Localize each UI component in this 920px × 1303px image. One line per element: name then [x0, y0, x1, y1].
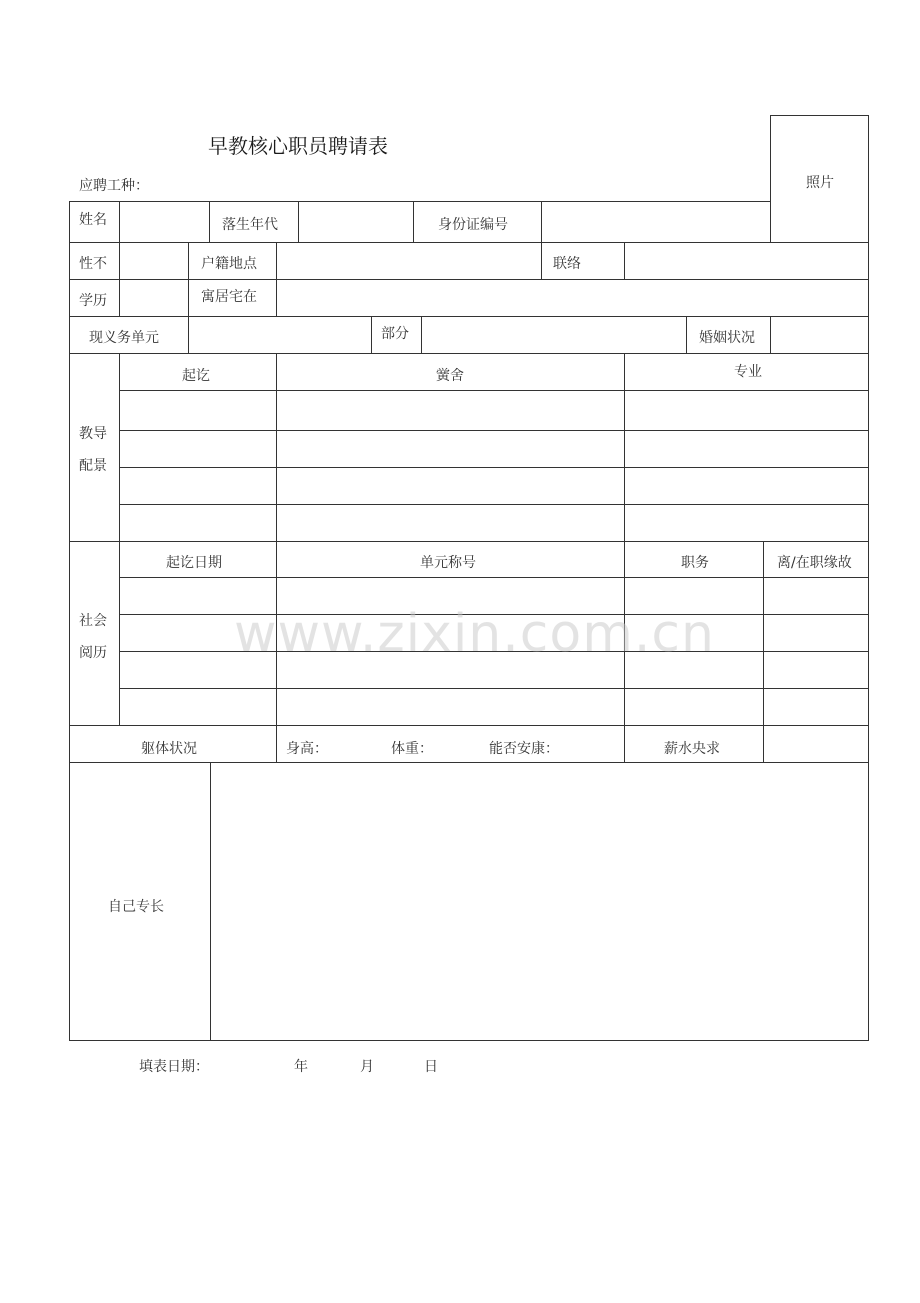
year-label: 年 [294, 1059, 308, 1075]
salary-field[interactable] [764, 726, 868, 762]
skills-field[interactable] [211, 763, 868, 1040]
birth-field[interactable] [299, 202, 413, 242]
birth-label: 落生年代 [222, 217, 278, 233]
education-section-label-2: 配景 [79, 458, 107, 474]
work-position-header: 职务 [681, 555, 709, 571]
position-label: 应聘工种： [79, 178, 149, 194]
id-number-label: 身份证编号 [438, 217, 508, 233]
hukou-field[interactable] [277, 243, 541, 279]
gender-label: 性不 [79, 256, 107, 272]
marital-status-label: 婚姻状况 [699, 330, 755, 346]
education-level-label: 学历 [79, 293, 107, 309]
education-major-header: 专业 [734, 364, 762, 380]
work-company-header: 单元称号 [420, 555, 476, 571]
work-section-label-2: 阅历 [79, 645, 107, 661]
residence-label: 寓居宅在 [201, 289, 257, 305]
marital-status-field[interactable] [771, 317, 868, 353]
education-section-label-1: 教导 [79, 426, 107, 442]
contact-field[interactable] [625, 243, 868, 279]
contact-label: 联络 [553, 256, 581, 272]
employer-field[interactable] [189, 317, 371, 353]
education-period-header: 起讫 [182, 368, 210, 384]
fill-date-label: 填表日期： [139, 1059, 209, 1075]
health-label: 躯体状况 [141, 741, 197, 757]
education-school-header: 黉舍 [436, 368, 464, 384]
gender-field[interactable] [120, 243, 188, 279]
employer-label: 现义务单元 [89, 330, 159, 346]
weight-label: 体重： [391, 741, 433, 757]
skills-label: 自己专长 [108, 899, 164, 915]
department-label: 部分 [381, 326, 409, 342]
department-field[interactable] [422, 317, 686, 353]
name-label: 姓名 [79, 212, 107, 228]
health-status-label: 能否安康： [489, 741, 559, 757]
work-reason-header: 离/在职缘故 [777, 555, 852, 571]
work-section-label-1: 社会 [79, 613, 107, 629]
residence-field[interactable] [277, 280, 868, 316]
watermark: www.zixin.com.cn [234, 604, 715, 664]
salary-label: 薪水央求 [664, 741, 720, 757]
day-label: 日 [424, 1059, 438, 1075]
photo-label: 照片 [806, 175, 834, 191]
name-field[interactable] [120, 202, 209, 242]
work-period-header: 起讫日期 [166, 555, 222, 571]
id-number-field[interactable] [542, 202, 770, 242]
height-label: 身高： [286, 741, 328, 757]
page-title: 早教核心职员聘请表 [208, 134, 388, 158]
education-level-field[interactable] [120, 280, 188, 316]
month-label: 月 [360, 1059, 374, 1075]
hukou-label: 户籍地点 [201, 256, 257, 272]
